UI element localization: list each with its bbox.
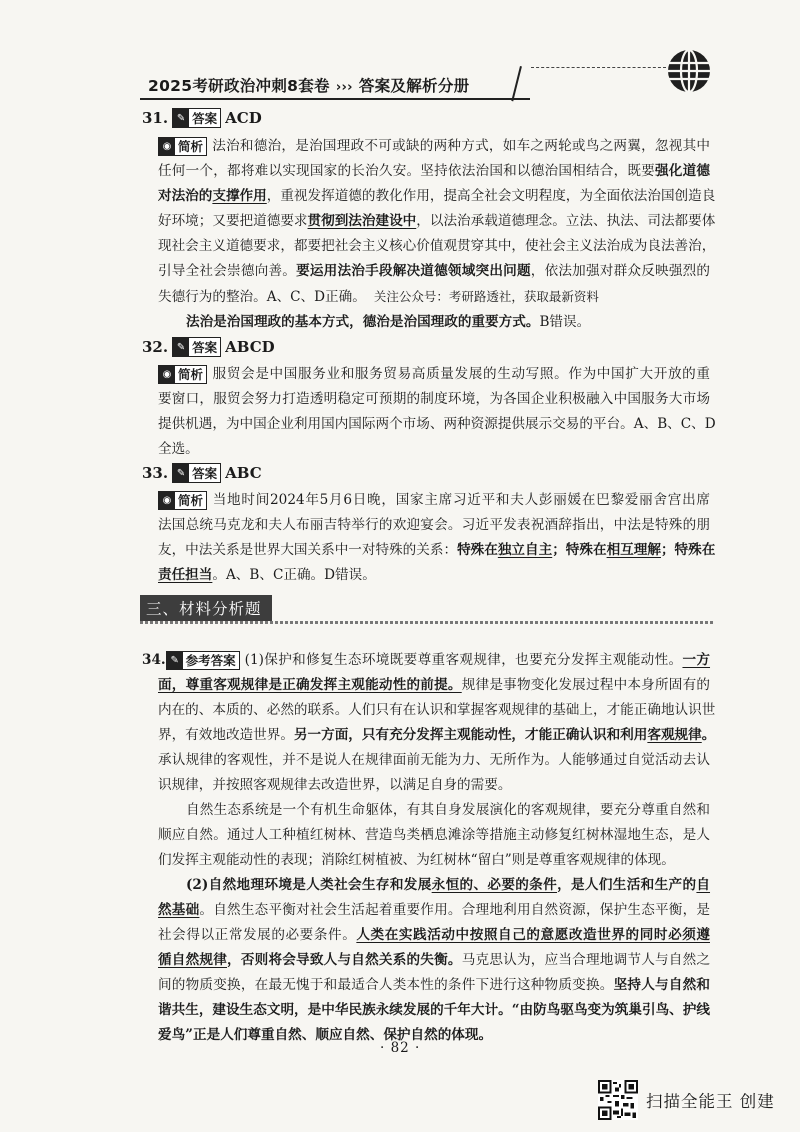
- q33-answer: ABC: [225, 464, 262, 482]
- underlined-phrase: 自: [696, 877, 711, 893]
- text-line: 。A、B、C正确。D错误。: [212, 567, 376, 583]
- text-line: 要窗口，服贸会努力打造透明稳定可预期的制度环境，为各国企业积极融入中国服务大市场: [158, 391, 710, 407]
- header-dashed-rule: [531, 67, 666, 68]
- q31-analysis: [158, 134, 716, 335]
- section-heading: 三、材料分析题: [140, 595, 272, 621]
- bold-phrase: 特殊在: [457, 542, 498, 558]
- underlined-phrase: 独立自主: [497, 542, 553, 558]
- text-line: 社会得以正常发展的必要条件。: [158, 927, 357, 943]
- reference-answer-tag: [166, 651, 240, 670]
- text-line: B错误。: [539, 314, 591, 330]
- eye-icon: ◉: [159, 366, 175, 384]
- bold-phrase: (2)自然地理环境是人类社会生存和发展: [186, 877, 432, 893]
- q34-answer: [142, 648, 710, 673]
- text-line: ，依法加强对群众反映强烈的: [530, 263, 711, 279]
- text-line: 。自然生态平衡对社会生活起着重要作用。合理地利用自然资源，保护生态平衡，是: [199, 902, 711, 918]
- text-line: 规律是事物变化发展过程中本身所固有的: [461, 677, 711, 693]
- analysis-tag: [158, 137, 207, 156]
- text-line: 服贸会是中国服务业和服务贸易高质量发展的生动写照。作为中国扩大开放的重: [212, 366, 710, 382]
- text-line: 引导全社会崇德向善。: [158, 263, 297, 279]
- scanner-watermark: 扫描全能王 创建: [646, 1092, 775, 1111]
- answer-tag-label: 答案: [192, 466, 218, 481]
- bold-phrase: 爱鸟”正是人们尊重自然、顺应自然、保护自然的体现。: [158, 1027, 493, 1043]
- watermark-text: 关注公众号：考研路透社，获取最新资料: [373, 289, 599, 304]
- text-line: 承认规律的客观性，并不是说人在规律面前无能为力、无所作为。人能够通过自觉活动去认: [158, 752, 710, 768]
- analysis-tag-label: 简析: [178, 493, 204, 508]
- text-line: (1)保护和修复生态环境既要尊重客观规律，也要充分发挥主观能动性。: [244, 652, 683, 668]
- text-line: 间的物质变换，在最无愧于和最适合人类本性的条件下进行这种物质变换。: [158, 977, 614, 993]
- qr-code-icon: [598, 1080, 638, 1120]
- header-rule: [140, 98, 530, 100]
- text-line: 自然生态系统是一个有机生命躯体，有其自身发展演化的客观规律，要充分尊重自然和: [186, 802, 710, 818]
- header-title: 2025考研政治冲刺8套卷: [148, 77, 330, 95]
- underlined-phrase: 客观规律: [647, 727, 702, 743]
- underlined-phrase: 一方: [682, 652, 711, 668]
- underlined-phrase: 然基础: [158, 902, 200, 918]
- analysis-tag: [158, 365, 207, 384]
- text-line: 马克思认为，应当合理地调节人与自然之: [461, 952, 711, 968]
- bold-phrase: ；特殊在: [552, 542, 607, 558]
- text-line: 失德行为的整治。A、C、D正确。: [158, 289, 366, 305]
- answer-tag: [172, 108, 221, 128]
- bold-phrase: 另一方面，只有充分发挥主观能动性，才能正确认识和利用: [293, 727, 648, 743]
- underlined-phrase: 责任担当: [158, 567, 213, 583]
- text-line: 内在的、本质的、必然的联系。人们只有在认识和掌握客观规律的基础上，才能正确地认识世: [158, 702, 716, 718]
- underlined-phrase: 人类在实践活动中按照自己的意愿改造世界的同时必须遵: [356, 927, 710, 943]
- reference-answer-tag-label: 参考答案: [185, 653, 236, 668]
- text-line: 任何一个，都将难以实现国家的长治久安。坚持依法治国和以德治国相结合，既要: [158, 163, 655, 179]
- bold-phrase: 要运用法治手段解决道德领域突出问题: [296, 263, 531, 279]
- bold-phrase: 坚持人与自然和: [613, 977, 711, 993]
- answer-tag: [172, 463, 221, 483]
- eye-icon: ◉: [159, 492, 175, 510]
- answer-tag: [172, 337, 221, 357]
- text-line: 提供机遇，为中国企业利用国内国际两个市场、两种资源提供展示交易的平台。A、B、C、D: [158, 416, 716, 432]
- header-subtitle: 答案及解析分册: [358, 77, 470, 95]
- q33-analysis: [158, 488, 716, 588]
- header-slant-rule: [511, 66, 521, 101]
- text-line: 们发挥主观能动性的表现；消除红树植被、为红树林“留白”则是尊重客观规律的体现。: [158, 852, 675, 868]
- text-line: 全选。: [158, 441, 199, 457]
- bold-phrase: 谐共生，建设生态文明，是中华民族永续发展的千年大计。“由防鸟驱鸟变为筑巢引鸟、护线: [158, 1002, 710, 1018]
- pencil-note-icon: ✎: [173, 338, 189, 356]
- pencil-note-icon: ✎: [173, 464, 189, 482]
- underlined-phrase: 贯彻到法治建设中: [307, 213, 417, 229]
- analysis-tag-label: 简析: [178, 367, 204, 382]
- q34-number: 34.: [142, 652, 166, 668]
- bold-phrase: ；特殊在: [660, 542, 716, 558]
- q31-answer: ACD: [225, 109, 262, 127]
- bold-phrase: 。: [701, 727, 716, 743]
- q32-answer-row: [142, 337, 275, 357]
- q32-number: 32.: [142, 338, 169, 356]
- bold-phrase: ，否则将会导致人与自然关系的失衡。: [227, 952, 462, 968]
- text-line: 好环境；又要把道德要求: [158, 213, 308, 229]
- q31-answer-row: [142, 108, 262, 128]
- underlined-phrase: 循自然规律: [158, 952, 228, 968]
- underlined-phrase: 支撑作用: [212, 188, 267, 204]
- pencil-note-icon: ✎: [167, 652, 183, 670]
- q31-number: 31.: [142, 109, 169, 127]
- header-arrows: ›››: [335, 80, 353, 95]
- text-line: ，重视发挥道德的教化作用，提高全社会文明程度，为全面依法治国创造良: [266, 188, 716, 204]
- text-line: 法治和德治，是治国理政不可或缺的两种方式，如车之两轮或鸟之两翼，忽视其中: [212, 138, 710, 154]
- bold-phrase: 法治是治国理政的基本方式，德治是治国理政的重要方式。: [186, 314, 540, 330]
- q34-part1: [158, 673, 716, 1048]
- text-line: 识规律，并按照客观规律去改造世界，以满足自身的需要。: [158, 777, 512, 793]
- underlined-phrase: 永恒的、必要的条件: [431, 877, 558, 893]
- answer-tag-label: 答案: [192, 111, 218, 126]
- underlined-phrase: 面，尊重客观规律是正确发挥主观能动性的前提。: [158, 677, 462, 693]
- q32-answer: ABCD: [225, 338, 275, 356]
- q33-answer-row: [142, 463, 262, 483]
- bold-phrase: ，是人们生活和生产的: [557, 877, 697, 893]
- text-line: 当地时间2024年5月6日晚，国家主席习近平和夫人彭丽媛在巴黎爱丽舍宫出席: [212, 492, 710, 508]
- underlined-phrase: 相互理解: [606, 542, 661, 558]
- running-header: [148, 74, 469, 96]
- q32-analysis: [158, 362, 716, 462]
- section-rule: [140, 621, 715, 624]
- answer-tag-label: 答案: [192, 340, 218, 355]
- bold-phrase: 对法治的: [158, 188, 213, 204]
- text-line: ，以法治承载道德理念。立法、执法、司法都要体: [416, 213, 716, 229]
- analysis-tag-label: 简析: [178, 139, 204, 154]
- text-line: 友，中法关系是世界大国关系中一对特殊的关系：: [158, 542, 458, 558]
- pencil-note-icon: ✎: [173, 109, 189, 127]
- q33-number: 33.: [142, 464, 169, 482]
- eye-icon: ◉: [159, 138, 175, 156]
- text-line: 法国总统马克龙和夫人布丽吉特举行的欢迎宴会。习近平发表祝酒辞指出，中法是特殊的朋: [158, 517, 710, 533]
- page-number: · 82 ·: [380, 1040, 421, 1056]
- globe-logo-icon: [666, 48, 712, 94]
- analysis-tag: [158, 491, 207, 510]
- text-line: 界，有效地改造世界。: [158, 727, 294, 743]
- bold-phrase: 强化道德: [655, 163, 711, 179]
- text-line: 顺应自然。通过人工种植红树林、营造鸟类栖息滩涂等措施主动修复红树林湿地生态，是人: [158, 827, 710, 843]
- text-line: 现社会主义道德要求，都要把社会主义核心价值观贯穿其中，使社会主义法治成为良法善治，: [158, 238, 716, 254]
